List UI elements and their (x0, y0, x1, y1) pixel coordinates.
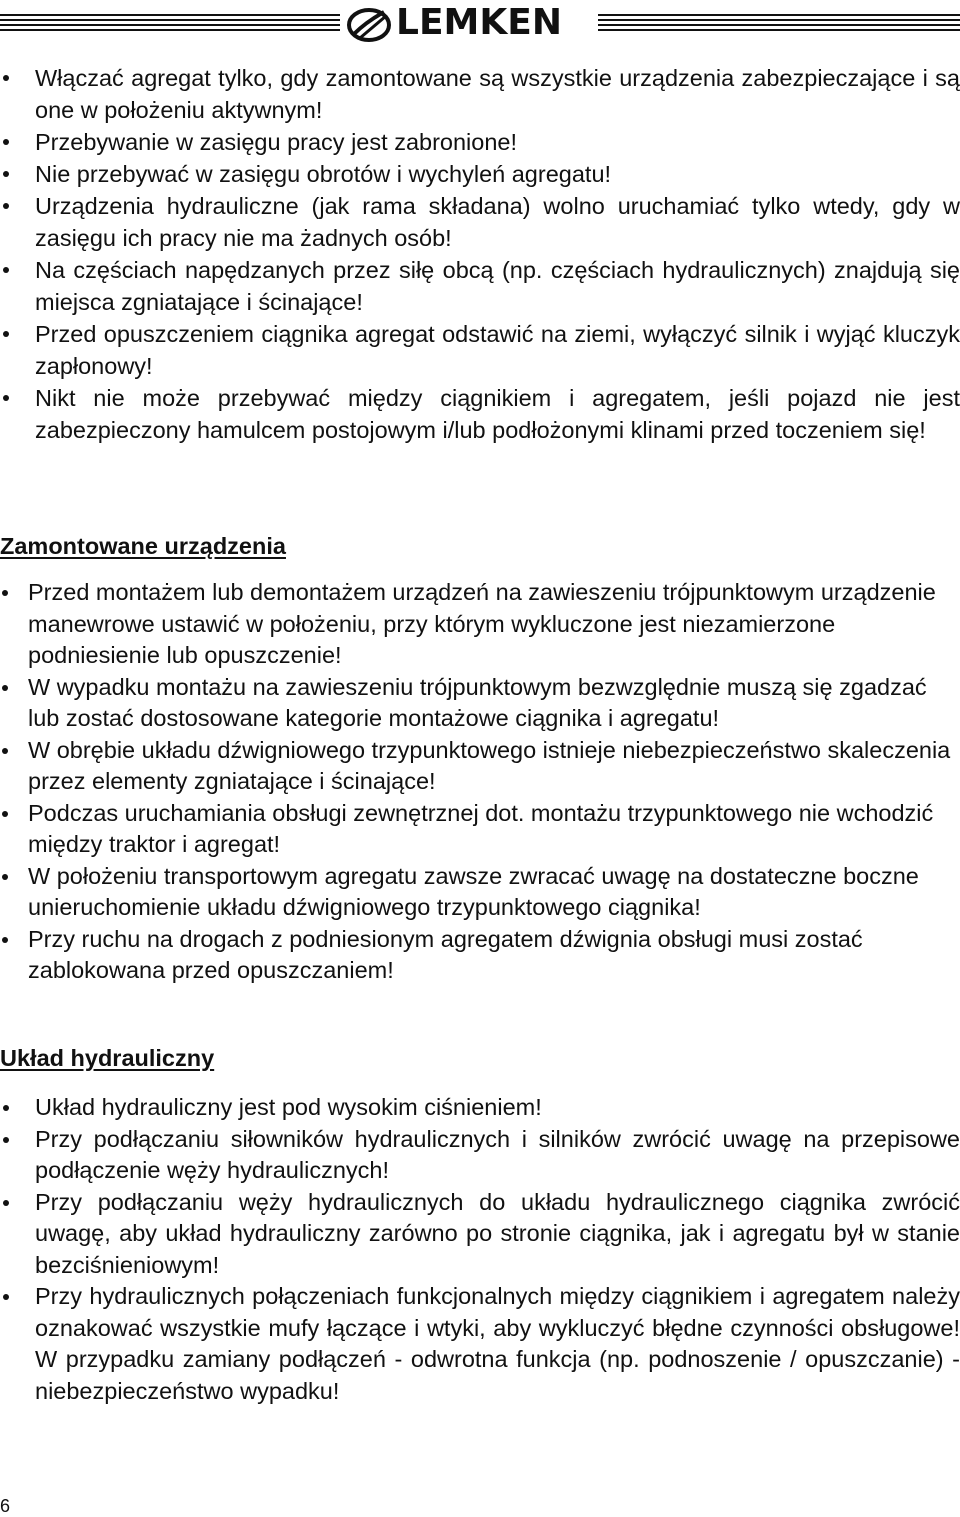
header-rule-right (598, 14, 960, 36)
list-item: Przy podłączaniu siłowników hydraulicznych i silników zwrócić uwagę na przepisowe podłączenie węży hydraulicznych! (0, 1124, 960, 1187)
list-item: Na częściach napędzanych przez siłę obcą (np. częściach hydraulicznych) znajdują się miejsca zgniatające i ścinające! (0, 254, 960, 318)
list-item: Przy ruchu na drogach z podniesionym agregatem dźwignia obsługi musi zostać zablokowana przed opuszczaniem! (0, 924, 960, 987)
page-header (0, 0, 960, 50)
list-item: Przy podłączaniu węży hydraulicznych do układu hydraulicznego ciągnika zwrócić uwagę, aby układ hydrauliczny zarówno po stronie ciągnika, jak i agregatu był w stanie bezciśnieniowym! (0, 1187, 960, 1282)
lemken-logo (346, 4, 596, 44)
list-item: Podczas uruchamiania obsługi zewnętrznej dot. montażu trzypunktowego nie wchodzić między traktor i agregat! (0, 798, 960, 861)
list-item: Nie przebywać w zasięgu obrotów i wychyleń agregatu! (0, 158, 960, 190)
hydraulic-system-list (0, 1092, 960, 1407)
list-item: Urządzenia hydrauliczne (jak rama składana) wolno uruchamiać tylko wtedy, gdy w zasięgu ich pracy nie ma żadnych osób! (0, 190, 960, 254)
safety-list (0, 62, 960, 446)
list-item: Przed montażem lub demontażem urządzeń na zawieszeniu trójpunktowym urządzenie manewrowe ustawić w położeniu, przy którym wykluczone jest niezamierzone podniesienie lub opuszczenie! (0, 577, 960, 672)
brand-name: LEMKEN (396, 2, 562, 43)
page-number: 6 (0, 1496, 11, 1516)
list-item: W wypadku montażu na zawieszeniu trójpunktowym bezwzględnie muszą się zgadzać lub zostać dostosowane kategorie montażowe ciągnika i agregatu! (0, 672, 960, 735)
section-heading-mounted-devices: Zamontowane urządzenia (0, 533, 286, 559)
list-item: Włączać agregat tylko, gdy zamontowane są wszystkie urządzenia zabezpieczające i są one w położeniu aktywnym! (0, 62, 960, 126)
list-item: Przebywanie w zasięgu pracy jest zabronione! (0, 126, 960, 158)
list-item: W obrębie układu dźwigniowego trzypunktowego istnieje niebezpieczeństwo skaleczenia przez elementy zgniatające i ścinające! (0, 735, 960, 798)
list-item: Przy hydraulicznych połączeniach funkcjonalnych między ciągnikiem i agregatem należy oznakować wszystkie mufy łączące i wtyki, aby wykluczyć błędne czynności obsługowe! W przypadku zamiany podłączeń - odwrotna funkcja (np. podnoszenie / opuszczanie) - niebezpieczeństwo wypadku! (0, 1281, 960, 1407)
lemken-emblem-icon (346, 4, 392, 44)
list-item: Nikt nie może przebywać między ciągnikiem i agregatem, jeśli pojazd nie jest zabezpieczony hamulcem postojowym i/lub podłożonymi klinami przed toczeniem się! (0, 382, 960, 446)
list-item: Przed opuszczeniem ciągnika agregat odstawić na ziemi, wyłączyć silnik i wyjąć kluczyk zapłonowy! (0, 318, 960, 382)
section-heading-hydraulic-system: Układ hydrauliczny (0, 1045, 215, 1071)
list-item: W położeniu transportowym agregatu zawsze zwracać uwagę na dostateczne boczne unieruchomienie układu dźwigniowego trzypunktowego ciągnika! (0, 861, 960, 924)
header-rule-left (0, 14, 340, 36)
list-item: Układ hydrauliczny jest pod wysokim ciśnieniem! (0, 1092, 960, 1124)
mounted-devices-list (0, 577, 960, 987)
